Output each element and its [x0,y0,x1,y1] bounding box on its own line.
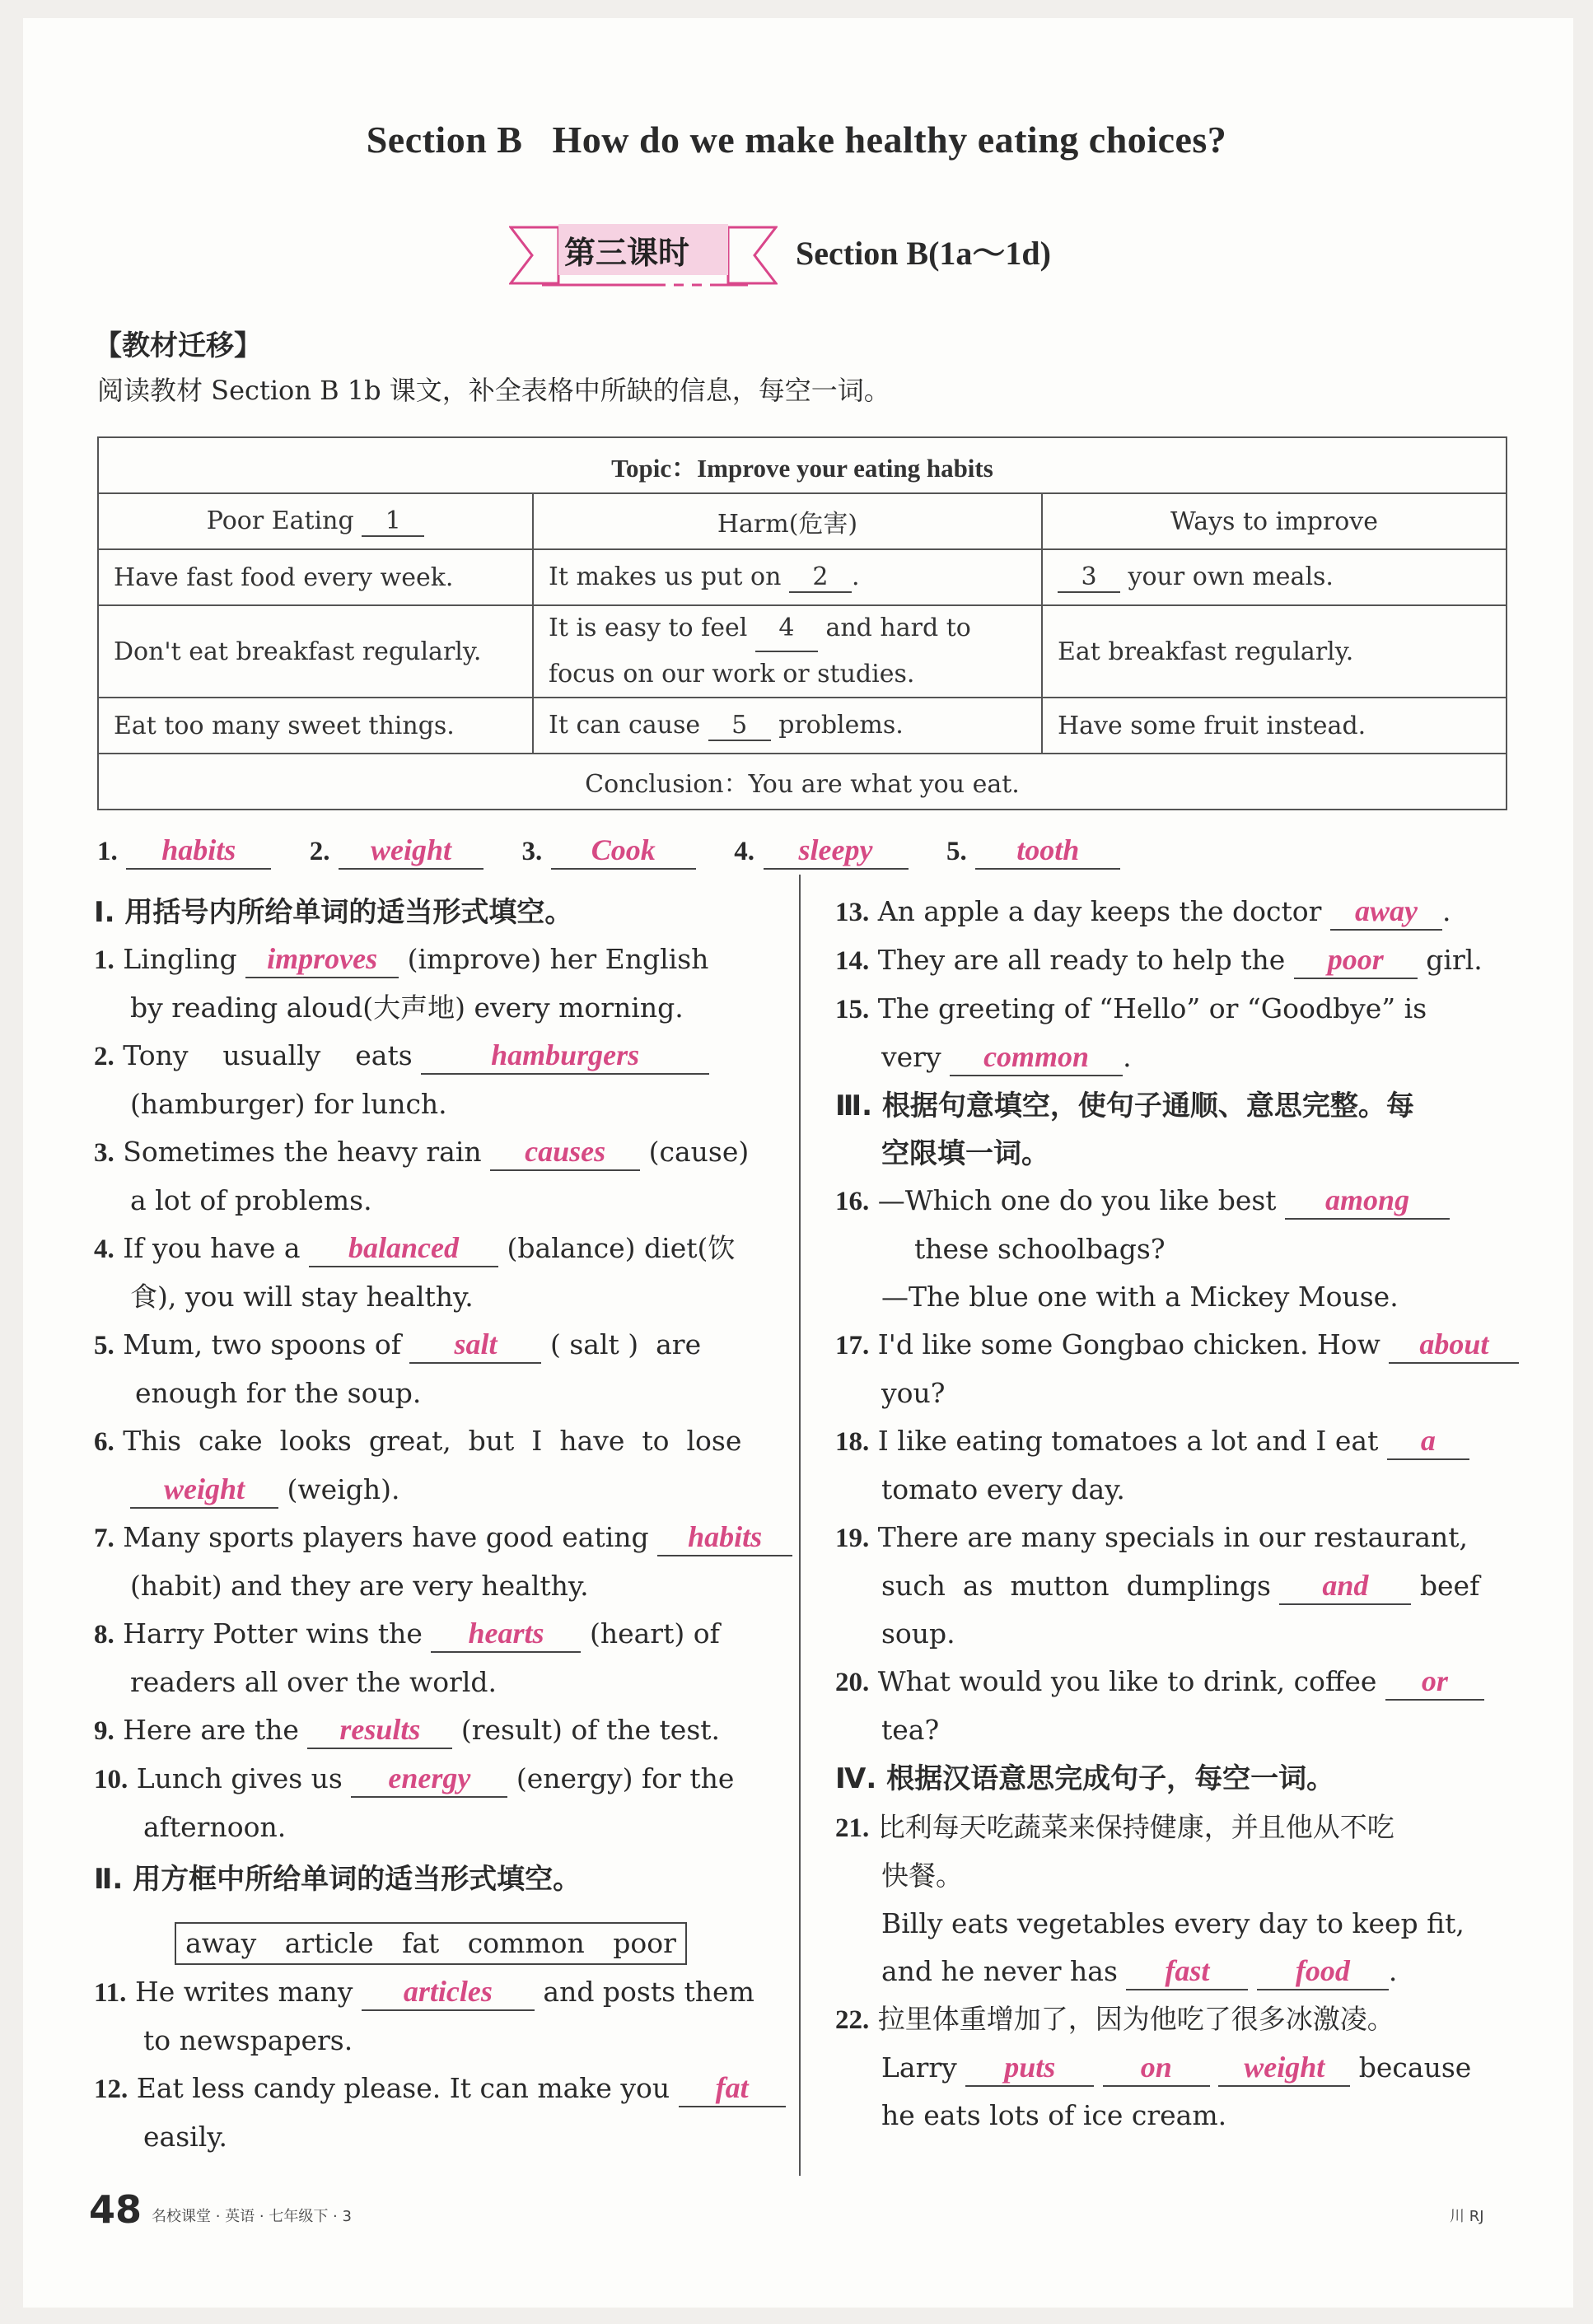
answer-q6[interactable]: weight [130,1472,278,1509]
table-cell: Have fast food every week. [98,549,533,605]
answer-2[interactable]: weight [339,833,484,870]
part3-heading: Ⅲ. 根据句意填空，使句子通顺、意思完整。每 [835,1090,1414,1122]
footer-edition: 川 RJ [1450,2208,1484,2225]
answer-q11[interactable]: articles [362,1975,535,2011]
table-col-harm: Harm(危害) [533,493,1042,549]
answer-q22-a[interactable]: puts [965,2051,1094,2087]
footer-book: 名校课堂 · 英语 · 七年级下 · 3 [152,2208,352,2225]
table-blank-3[interactable]: 3 [1058,562,1120,593]
answer-q4[interactable]: balanced [309,1231,498,1267]
transfer-heading: 【教材迁移】 [94,329,262,362]
table-conclusion: Conclusion：You are what you eat. [98,754,1507,810]
answer-q17[interactable]: about [1389,1328,1519,1364]
part1-heading: Ⅰ. 用括号内所给单词的适当形式填空。 [94,896,573,929]
table-col-ways: Ways to improve [1042,493,1507,549]
table-cell: Have some fruit instead. [1042,698,1507,754]
answer-q19[interactable]: and [1279,1569,1411,1605]
answer-q12[interactable]: fat [679,2071,786,2107]
answer-q22-c[interactable]: weight [1218,2051,1350,2087]
answer-q22-b[interactable]: on [1103,2051,1210,2087]
part3-heading-2: 空限填一词。 [881,1137,1049,1170]
lesson-label: 第三课时 [564,234,690,271]
page-number: 48 [89,2187,142,2232]
table-cell: Eat too many sweet things. [98,698,533,754]
table-cell: Don't eat breakfast regularly. [98,605,533,698]
right-column: 13. An apple a day keeps the doctor away . 14. They are all ready to help the poor girl. 15. The greeting of “Hello” or “Goodbye” is very common . Ⅲ. 根据句意填空，使句子通顺、意思完整。每 空限填一词。 16. —Which one do you like best among these schoolbags? —The blue one with a Mickey Mouse. 17. I'd like some Gongbao chicken. How about you? 18. I like eating tomatoes a lot and I eat a tomato every day. 19. There are many specials in our restaurant, such as mutton dumplings and beef soup. 20. What would you like to drink, coffee or tea? Ⅳ. 根据汉语意思完成句子，每空一词。 21. 比利每天吃蔬菜来保持健康，并且他从不吃 快餐。 Billy eats vegetables every day to keep fit, and he never has fast food . 22. 拉里体重增加了，因为他吃了很多冰激凌。 Larry puts on weight because he eats lots of ice cream. [835,888,1511,2140]
table-blank-1[interactable]: 1 [362,506,424,537]
answer-q10[interactable]: energy [351,1762,507,1798]
table-cell: It makes us put on 2 . [533,549,1042,605]
topic-table [97,436,1507,810]
page-title: Section B How do we make healthy eating choices? [366,119,1227,161]
table-col-poor-eating: Poor Eating 1 [98,493,533,549]
word-box: away article fat common poor [175,1922,687,1965]
answer-q13[interactable]: away [1330,894,1442,931]
answer-1[interactable]: habits [126,833,271,870]
answer-q14[interactable]: poor [1294,943,1418,979]
answer-q3[interactable]: causes [490,1135,640,1171]
answer-q1[interactable]: improves [245,942,399,978]
table-cell: It can cause 5 problems. [533,698,1042,754]
transfer-answers: 1. habits 2. weight 3. Cook 4. sleepy 5. tooth [97,827,1120,875]
table-blank-2[interactable]: 2 [789,562,852,593]
answer-3[interactable]: Cook [551,833,696,870]
table-cell: It is easy to feel 4 and hard to focus on our work or studies. [533,605,1042,698]
part2-heading: Ⅱ. 用方框中所给单词的适当形式填空。 [94,1863,582,1896]
table-topic: Topic：Improve your eating habits [98,437,1507,493]
question-11: 11. He writes many articles and posts them to newspapers. 12. Eat less candy please. It can make you fat easily. [94,1968,778,2161]
answer-q15[interactable]: common [950,1040,1123,1076]
table-cell: 3 your own meals. [1042,549,1507,605]
table-blank-4[interactable]: 4 [755,606,818,652]
question-1: 1. Lingling improves (improve) her English by reading aloud(大声地) every morning. 2. Tony usually eats hamburgers (hamburger) for lunch. 3. Sometimes the heavy rain causes (cause) a lot of problems. 4. If you have a balanced (balance) diet(饮 食), you will stay healthy. 5. Mum, two spoons of salt ( salt ) are enough for the soup. 6. This cake looks great, but I have to lose weight (weigh). 7. Many sports players have good eating habits (habit) and they are very healthy. 8. Harry Potter wins the hearts (heart) of readers all over the world. 9. Here are the results (result) of the test. 10. Lunch gives us energy (energy) for the afternoon. [94,936,778,1851]
answer-q20[interactable]: or [1385,1664,1484,1701]
answer-q21-b[interactable]: food [1257,1954,1389,1990]
answer-q9[interactable]: results [307,1713,452,1749]
answer-q8[interactable]: hearts [431,1617,581,1653]
part4-heading: Ⅳ. 根据汉语意思完成句子，每空一词。 [835,1762,1335,1795]
column-divider [799,875,801,2176]
answer-q21-a[interactable]: fast [1126,1954,1248,1990]
lesson-subtitle: Section B(1a～1d) [796,235,1051,272]
answer-5[interactable]: tooth [975,833,1120,870]
transfer-instruction: 阅读教材 Section B 1b 课文，补全表格中所缺的信息，每空一词。 [97,375,890,406]
answer-q2[interactable]: hamburgers [421,1038,709,1075]
answer-4[interactable]: sleepy [764,833,909,870]
answer-q16[interactable]: among [1285,1183,1450,1220]
answer-q7[interactable]: habits [657,1520,792,1556]
answer-q18[interactable]: a [1387,1424,1469,1460]
table-blank-5[interactable]: 5 [708,711,771,741]
answer-q5[interactable]: salt [409,1328,541,1364]
table-cell: Eat breakfast regularly. [1042,605,1507,698]
